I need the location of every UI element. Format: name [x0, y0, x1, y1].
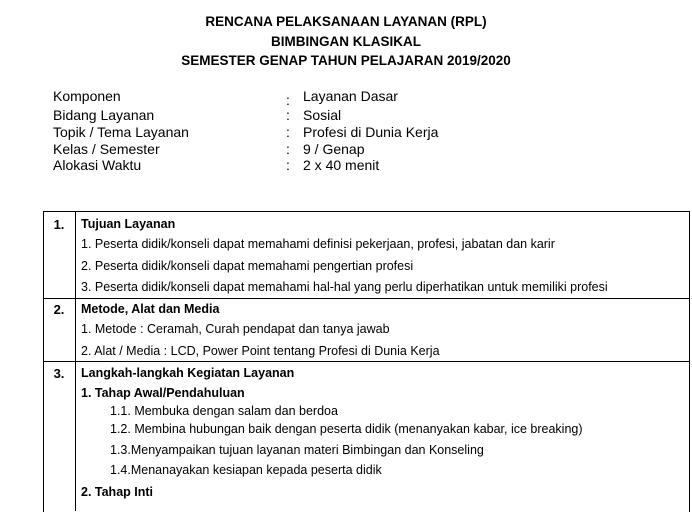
- info-label: Komponen: [53, 88, 121, 104]
- info-colon: :: [286, 124, 290, 140]
- list-item: 2. Alat / Media : LCD, Power Point tentang Profesi di Dunia Kerja: [81, 344, 440, 358]
- step-item: 1.4.Menanayakan kesiapan kepada peserta didik: [110, 463, 382, 477]
- info-colon: :: [286, 107, 290, 123]
- list-item: 1. Peserta didik/konseli dapat memahami definisi pekerjaan, profesi, jabatan dan karir: [81, 237, 555, 251]
- step-item: 1.1. Membuka dengan salam dan berdoa: [110, 404, 338, 418]
- info-label: Topik / Tema Layanan: [53, 124, 189, 140]
- info-value: 9 / Genap: [303, 141, 365, 157]
- section-title-tujuan: Tujuan Layanan: [81, 217, 176, 231]
- info-colon: :: [286, 157, 290, 173]
- info-value: Layanan Dasar: [303, 88, 398, 104]
- table-row-divider: [43, 361, 689, 362]
- document-semester: SEMESTER GENAP TAHUN PELAJARAN 2019/2020: [181, 53, 511, 68]
- info-label: Kelas / Semester: [53, 141, 160, 157]
- list-item: 2. Peserta didik/konseli dapat memahami pengertian profesi: [81, 259, 414, 273]
- document-subtitle: BIMBINGAN KLASIKAL: [271, 34, 421, 49]
- subsection-title: 2. Tahap Inti: [81, 485, 153, 499]
- document-title: RENCANA PELAKSANAAN LAYANAN (RPL): [205, 14, 487, 29]
- section-number: 3.: [53, 366, 65, 381]
- info-label: Alokasi Waktu: [53, 157, 142, 173]
- section-title-metode: Metode, Alat dan Media: [81, 302, 220, 316]
- section-title-langkah: Langkah-langkah Kegiatan Layanan: [81, 366, 295, 380]
- step-item: 1.2. Membina hubungan baik dengan peserta didik (menanyakan kabar, ice breaking): [110, 422, 583, 436]
- list-item: 1. Metode : Ceramah, Curah pendapat dan tanya jawab: [81, 322, 390, 336]
- list-item: 3. Peserta didik/konseli dapat memahami hal-hal yang perlu diperhatikan untuk memiliki profesi: [81, 280, 608, 294]
- table-row-divider: [43, 298, 689, 299]
- section-number: 1.: [53, 217, 65, 232]
- subsection-title: 1. Tahap Awal/Pendahuluan: [81, 386, 245, 400]
- info-value: Profesi di Dunia Kerja: [303, 124, 439, 140]
- info-value: Sosial: [303, 107, 342, 123]
- info-colon: :: [286, 141, 290, 157]
- info-value: 2 x 40 menit: [303, 157, 380, 173]
- info-colon: :: [286, 92, 290, 108]
- step-item: 1.3.Menyampaikan tujuan layanan materi Bimbingan dan Konseling: [110, 443, 484, 457]
- section-number: 2.: [53, 302, 65, 317]
- info-label: Bidang Layanan: [53, 107, 155, 123]
